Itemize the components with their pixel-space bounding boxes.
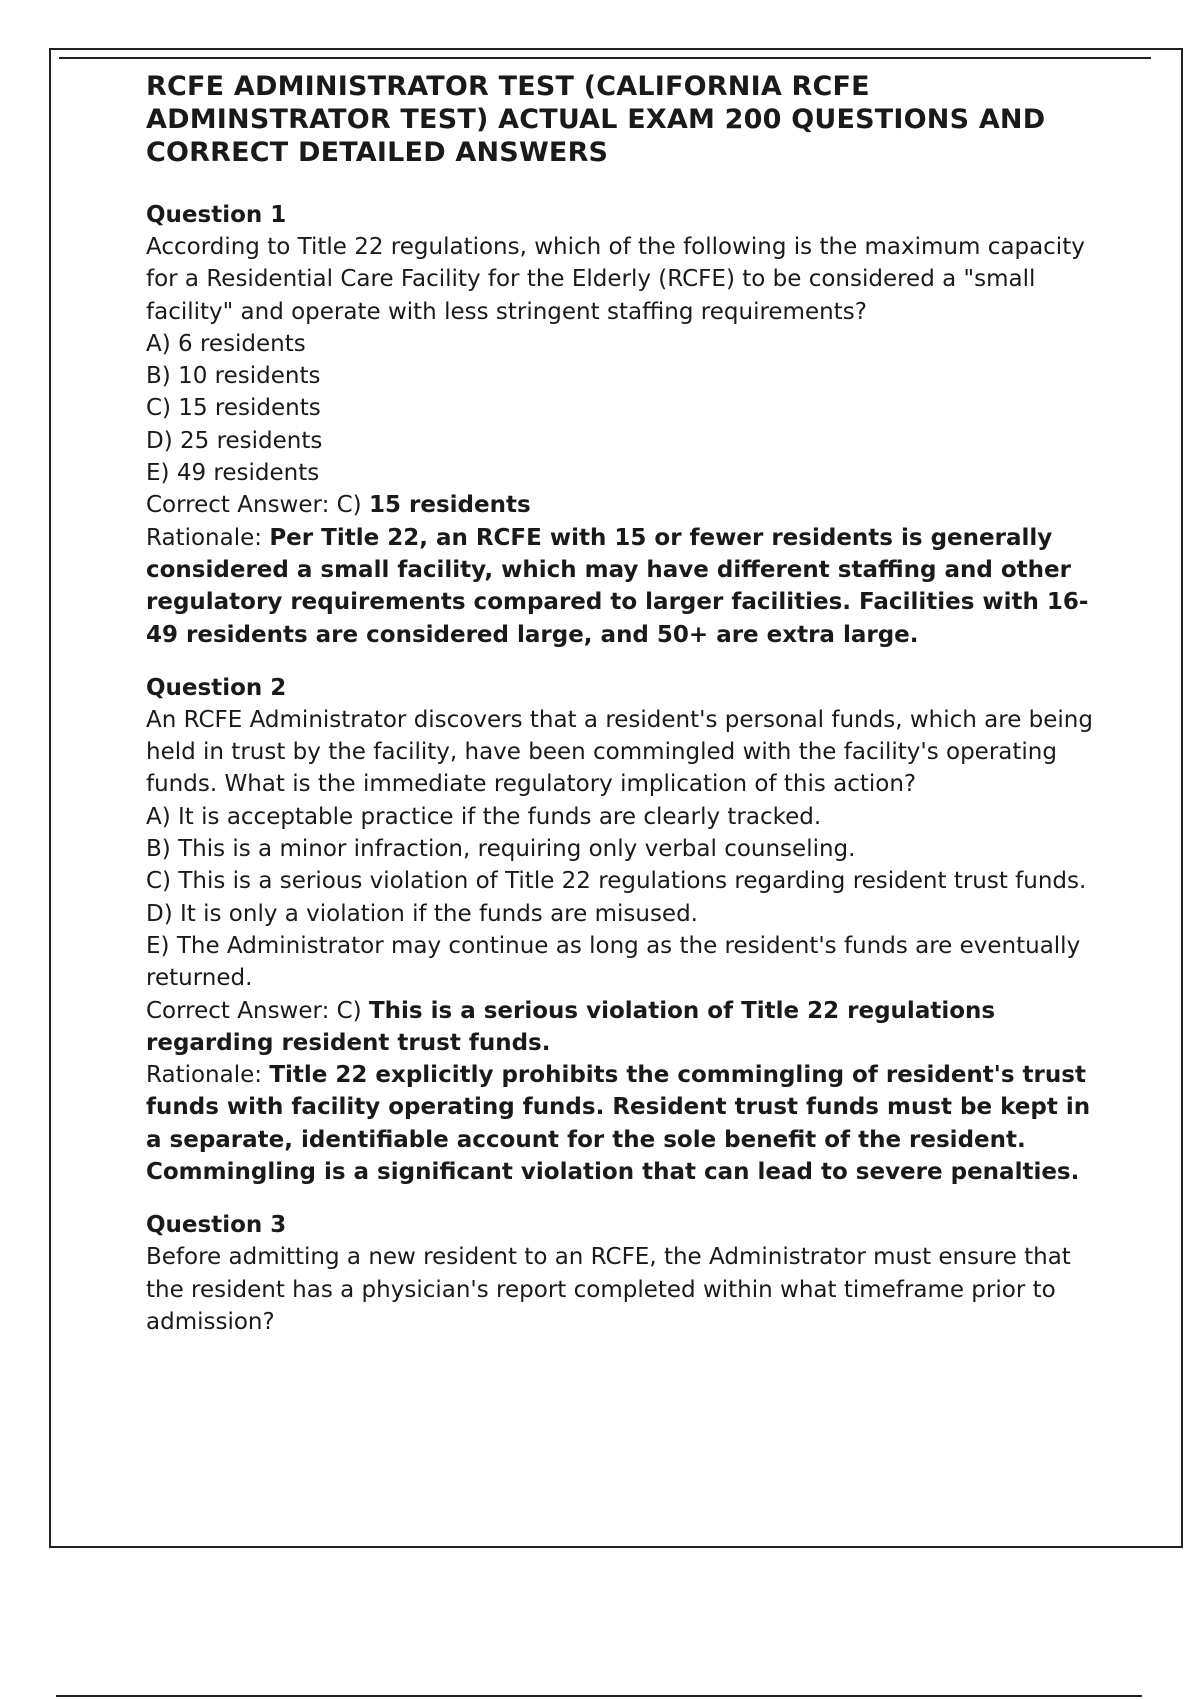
correct-answer [146,995,1096,1060]
question-block [146,199,1096,651]
question-block [146,672,1096,1188]
answer-option: C) 15 residents [146,395,321,422]
document-title: RCFE ADMINISTRATOR TEST (CALIFORNIA RCFE ADMINSTRATOR TEST) ACTUAL EXAM 200 QUESTIONS AND CORRECT DETAILED ANSWERS [146,71,1046,168]
bottom-rule [56,1695,1142,1697]
question-heading: Question 1 [146,202,287,228]
correct-answer-text: 15 residents [368,492,531,519]
question-text: An RCFE Administrator discovers that a resident's personal funds, which are being held in trust by the facility, have been commingled with the facility's operating funds. What is the immediate regulatory implication of this action? [146,706,1093,798]
rationale [146,522,1096,651]
question-text: According to Title 22 regulations, which of the following is the maximum capacity for a Residential Care Facility for the Elderly (RCFE) to be considered a "small facility" and operate with less stringent staffing requirements? [146,234,1085,325]
document-body [146,70,1096,1359]
rationale-label: Rationale: [146,1062,263,1089]
correct-answer-label: Correct Answer: C) [146,492,362,519]
answer-option: D) It is only a violation if the funds are misused. [146,900,698,927]
answer-option: A) It is acceptable practice if the funds are clearly tracked. [146,803,822,830]
question-heading: Question 3 [146,1212,287,1239]
top-rule [59,57,1151,59]
answer-option: D) 25 residents [146,427,323,454]
answer-option: B) This is a minor infraction, requiring only verbal counseling. [146,836,856,863]
rationale-text: Title 22 explicitly prohibits the commingling of resident's trust funds with facility operating funds. Resident trust funds must be kept in a separate, identifiable account for the sole benefit of the resident. Commingling is a significant violation that can lead to severe penalties. [146,1062,1091,1186]
correct-answer-text: This is a serious violation of Title 22 regulations regarding resident trust funds. [146,997,996,1056]
answer-option: B) 10 residents [146,363,321,390]
question-heading: Question 2 [146,674,287,701]
rationale-label: Rationale: [146,524,263,551]
answer-option: E) The Administrator may continue as long as the resident's funds are eventually returned. [146,932,1081,992]
question-text: Before admitting a new resident to an RCFE, the Administrator must ensure that the resident has a physician's report completed within what timeframe prior to admission? [146,1244,1071,1335]
answer-option: E) 49 residents [146,460,320,487]
question-block [146,1209,1096,1338]
answer-option: C) This is a serious violation of Title 22 regulations regarding resident trust funds. [146,868,1087,895]
rationale-text: Per Title 22, an RCFE with 15 or fewer residents is generally considered a small facility, which may have different staffing and other regulatory requirements compared to larger facilities. Facilities with 16-49 residents are considered large, and 50+ are extra large. [146,524,1089,648]
correct-answer-label: Correct Answer: C) [146,997,362,1024]
rationale [146,1059,1096,1188]
answer-option: A) 6 residents [146,330,306,357]
correct-answer [146,489,1096,521]
